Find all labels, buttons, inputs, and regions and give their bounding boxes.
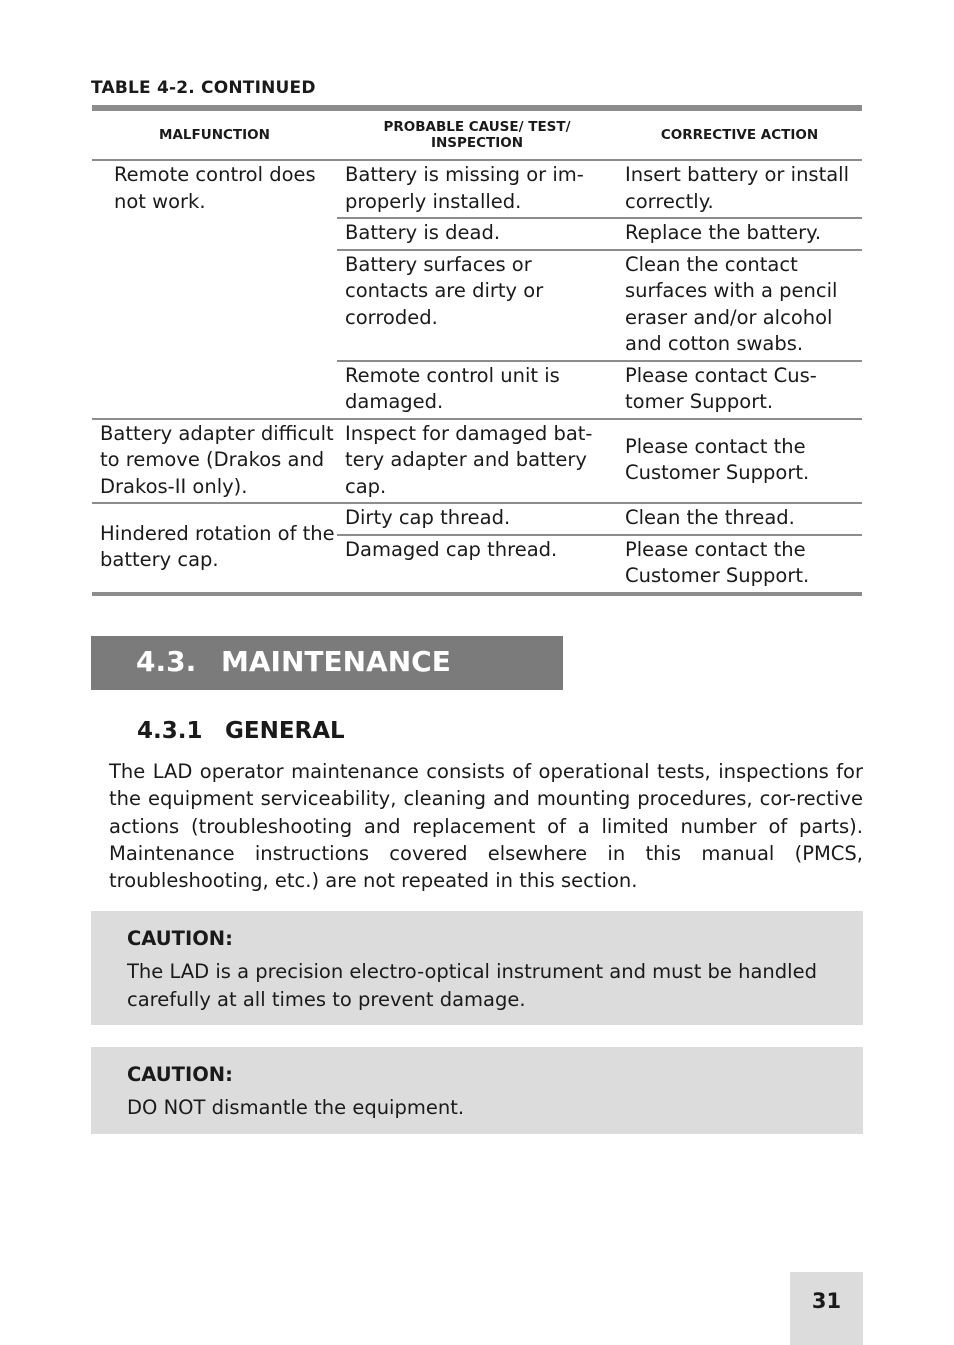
cause-cell: Inspect for damaged bat-tery adapter and battery cap. — [337, 419, 617, 504]
action-cell: Please contact the Customer Support. — [617, 419, 862, 504]
section-heading-bar — [91, 636, 563, 690]
table-row — [92, 503, 862, 535]
caution-text: DO NOT dismantle the equipment. — [127, 1096, 465, 1119]
cause-cell: Dirty cap thread. — [337, 503, 617, 535]
cause-cell: Remote control unit is damaged. — [337, 361, 617, 419]
caution-box — [91, 1047, 863, 1134]
cause-cell: Damaged cap thread. — [345, 537, 558, 561]
malfunction-cell: Battery adapter difficult to remove (Drakos and Drakos-II only). — [92, 419, 337, 504]
cause-cell: Battery is missing or im-properly installed. — [337, 160, 617, 218]
cause-cell: Battery is dead. — [337, 218, 617, 250]
table-header-row — [92, 108, 862, 160]
table-row — [92, 160, 862, 218]
subsection-number: 4.3.1 — [137, 718, 203, 744]
section-number: 4.3. — [136, 645, 197, 678]
action-cell: Clean the thread. — [617, 503, 862, 535]
subsection-title: GENERAL — [225, 718, 345, 744]
troubleshooting-table — [92, 105, 862, 596]
action-cell: Clean the contact surfaces with a pencil eraser and/or alcohol and cotton swabs. — [617, 250, 862, 361]
caution-box — [91, 911, 863, 1025]
header-malfunction: MALFUNCTION — [92, 108, 337, 160]
section-title: MAINTENANCE — [221, 645, 451, 678]
cause-cell: Battery surfaces or contacts are dirty or corroded. — [337, 250, 617, 361]
table-title: TABLE 4-2. CONTINUED — [91, 78, 316, 98]
action-cell: Please contact the Customer Support. — [625, 537, 810, 587]
caution-text: The LAD is a precision electro-optical instrument and must be handled carefully at all times to prevent damage. — [127, 960, 817, 1011]
page-number: 31 — [811, 1289, 842, 1313]
malfunction-cell: Hindered rotation of the battery cap. — [92, 503, 337, 594]
page-number-box — [790, 1272, 863, 1345]
caution-label: CAUTION: — [127, 1063, 233, 1086]
malfunction-cell: Remote control does not work. — [92, 160, 337, 419]
action-cell: Please contact Cus-tomer Support. — [617, 361, 862, 419]
action-cell: Insert battery or install correctly. — [617, 160, 862, 218]
body-paragraph: The LAD operator maintenance consists of operational tests, inspections for the equipment serviceability, cleaning and mounting procedures, cor-rective actions (troubleshooting and replacement of a limited number of parts). Maintenance instructions covered elsewhere in this manual (PMCS, troubleshooting, etc.) are not repeated in this section. — [109, 760, 863, 893]
header-corrective-action: CORRECTIVE ACTION — [617, 108, 862, 160]
table-row — [92, 419, 862, 504]
header-probable-cause: PROBABLE CAUSE/ TEST/ INSPECTION — [337, 108, 617, 160]
action-cell: Replace the battery. — [617, 218, 862, 250]
caution-label: CAUTION: — [127, 927, 233, 950]
